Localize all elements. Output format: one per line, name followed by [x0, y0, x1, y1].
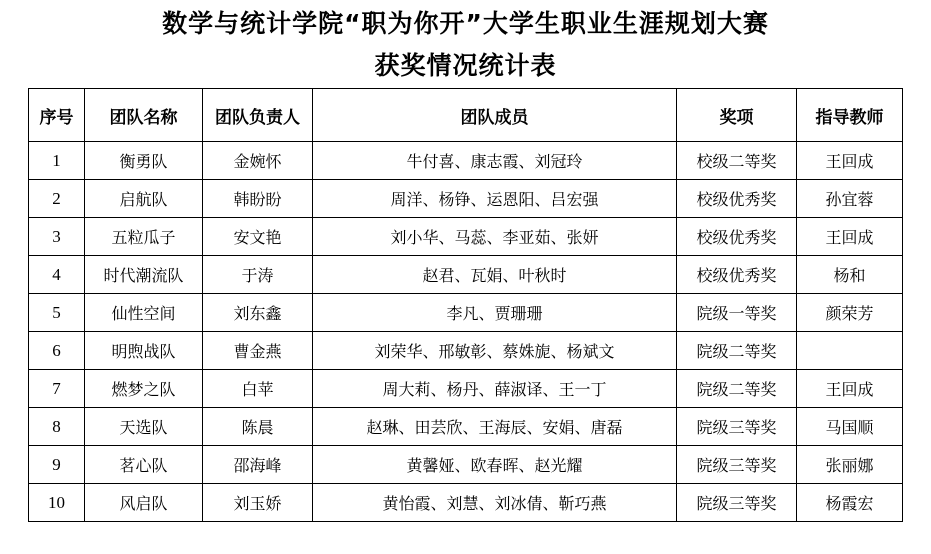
page-title: 数学与统计学院“职为你开”大学生职业生涯规划大赛 — [162, 9, 769, 38]
cell-award: 校级二等奖 — [677, 142, 797, 180]
table-row — [29, 408, 903, 446]
cell-team-members: 刘荣华、邢敏彰、蔡姝旎、杨斌文 — [313, 332, 677, 370]
cell-advisor: 杨霞宏 — [797, 484, 903, 522]
cell-advisor: 马国顺 — [797, 408, 903, 446]
cell-team-name: 天选队 — [85, 408, 203, 446]
cell-team-leader: 邵海峰 — [203, 446, 313, 484]
table-row — [29, 484, 903, 522]
cell-award: 院级三等奖 — [677, 446, 797, 484]
cell-award: 院级三等奖 — [677, 484, 797, 522]
col-header-award: 奖项 — [677, 89, 797, 142]
table-row — [29, 180, 903, 218]
col-header-team-leader: 团队负责人 — [203, 89, 313, 142]
cell-index: 6 — [29, 332, 85, 370]
table-row — [29, 294, 903, 332]
cell-team-members: 牛付喜、康志霞、刘冠玲 — [313, 142, 677, 180]
cell-index: 8 — [29, 408, 85, 446]
col-header-team-name: 团队名称 — [85, 89, 203, 142]
col-header-advisor: 指导教师 — [797, 89, 903, 142]
cell-team-members: 赵君、瓦娟、叶秋时 — [313, 256, 677, 294]
cell-index: 4 — [29, 256, 85, 294]
cell-team-name: 仙性空间 — [85, 294, 203, 332]
cell-team-leader: 白苹 — [203, 370, 313, 408]
cell-team-leader: 韩盼盼 — [203, 180, 313, 218]
cell-advisor: 王回成 — [797, 370, 903, 408]
cell-team-leader: 陈晨 — [203, 408, 313, 446]
cell-award: 院级二等奖 — [677, 332, 797, 370]
cell-team-members: 黄馨娅、欧春晖、赵光耀 — [313, 446, 677, 484]
cell-advisor: 张丽娜 — [797, 446, 903, 484]
table-row — [29, 142, 903, 180]
cell-advisor: 王回成 — [797, 218, 903, 256]
cell-team-leader: 刘东鑫 — [203, 294, 313, 332]
cell-award: 校级优秀奖 — [677, 256, 797, 294]
table-row — [29, 256, 903, 294]
cell-team-name: 启航队 — [85, 180, 203, 218]
cell-team-name: 茗心队 — [85, 446, 203, 484]
cell-team-members: 赵琳、田芸欣、王海辰、安娟、唐磊 — [313, 408, 677, 446]
cell-advisor: 杨和 — [797, 256, 903, 294]
cell-team-name: 五粒瓜子 — [85, 218, 203, 256]
cell-team-members: 刘小华、马蕊、李亚茹、张妍 — [313, 218, 677, 256]
cell-index: 10 — [29, 484, 85, 522]
cell-index: 3 — [29, 218, 85, 256]
table-row — [29, 332, 903, 370]
col-header-team-members: 团队成员 — [313, 89, 677, 142]
table-header-row — [29, 89, 903, 142]
awards-table — [28, 88, 903, 522]
cell-team-name: 明煦战队 — [85, 332, 203, 370]
cell-team-leader: 安文艳 — [203, 218, 313, 256]
cell-advisor: 王回成 — [797, 142, 903, 180]
cell-advisor: 颜荣芳 — [797, 294, 903, 332]
cell-team-name: 衡勇队 — [85, 142, 203, 180]
cell-team-members: 李凡、贾珊珊 — [313, 294, 677, 332]
cell-award: 校级优秀奖 — [677, 218, 797, 256]
cell-index: 9 — [29, 446, 85, 484]
cell-team-leader: 曹金燕 — [203, 332, 313, 370]
cell-team-members: 周洋、杨铮、运恩阳、吕宏强 — [313, 180, 677, 218]
cell-team-name: 时代潮流队 — [85, 256, 203, 294]
cell-team-name: 风启队 — [85, 484, 203, 522]
cell-advisor — [797, 332, 903, 370]
cell-team-leader: 刘玉娇 — [203, 484, 313, 522]
table-row — [29, 370, 903, 408]
page-subtitle: 获奖情况统计表 — [374, 51, 557, 80]
table-row — [29, 218, 903, 256]
cell-team-members: 黄怡霞、刘慧、刘冰倩、靳巧燕 — [313, 484, 677, 522]
cell-team-members: 周大莉、杨丹、薛淑译、王一丁 — [313, 370, 677, 408]
table-row — [29, 446, 903, 484]
cell-award: 校级优秀奖 — [677, 180, 797, 218]
cell-index: 7 — [29, 370, 85, 408]
cell-team-leader: 金婉怀 — [203, 142, 313, 180]
cell-team-leader: 于涛 — [203, 256, 313, 294]
cell-index: 5 — [29, 294, 85, 332]
cell-award: 院级三等奖 — [677, 408, 797, 446]
cell-team-name: 燃梦之队 — [85, 370, 203, 408]
cell-award: 院级二等奖 — [677, 370, 797, 408]
cell-advisor: 孙宜蓉 — [797, 180, 903, 218]
col-header-index: 序号 — [29, 89, 85, 142]
cell-award: 院级一等奖 — [677, 294, 797, 332]
cell-index: 2 — [29, 180, 85, 218]
cell-index: 1 — [29, 142, 85, 180]
